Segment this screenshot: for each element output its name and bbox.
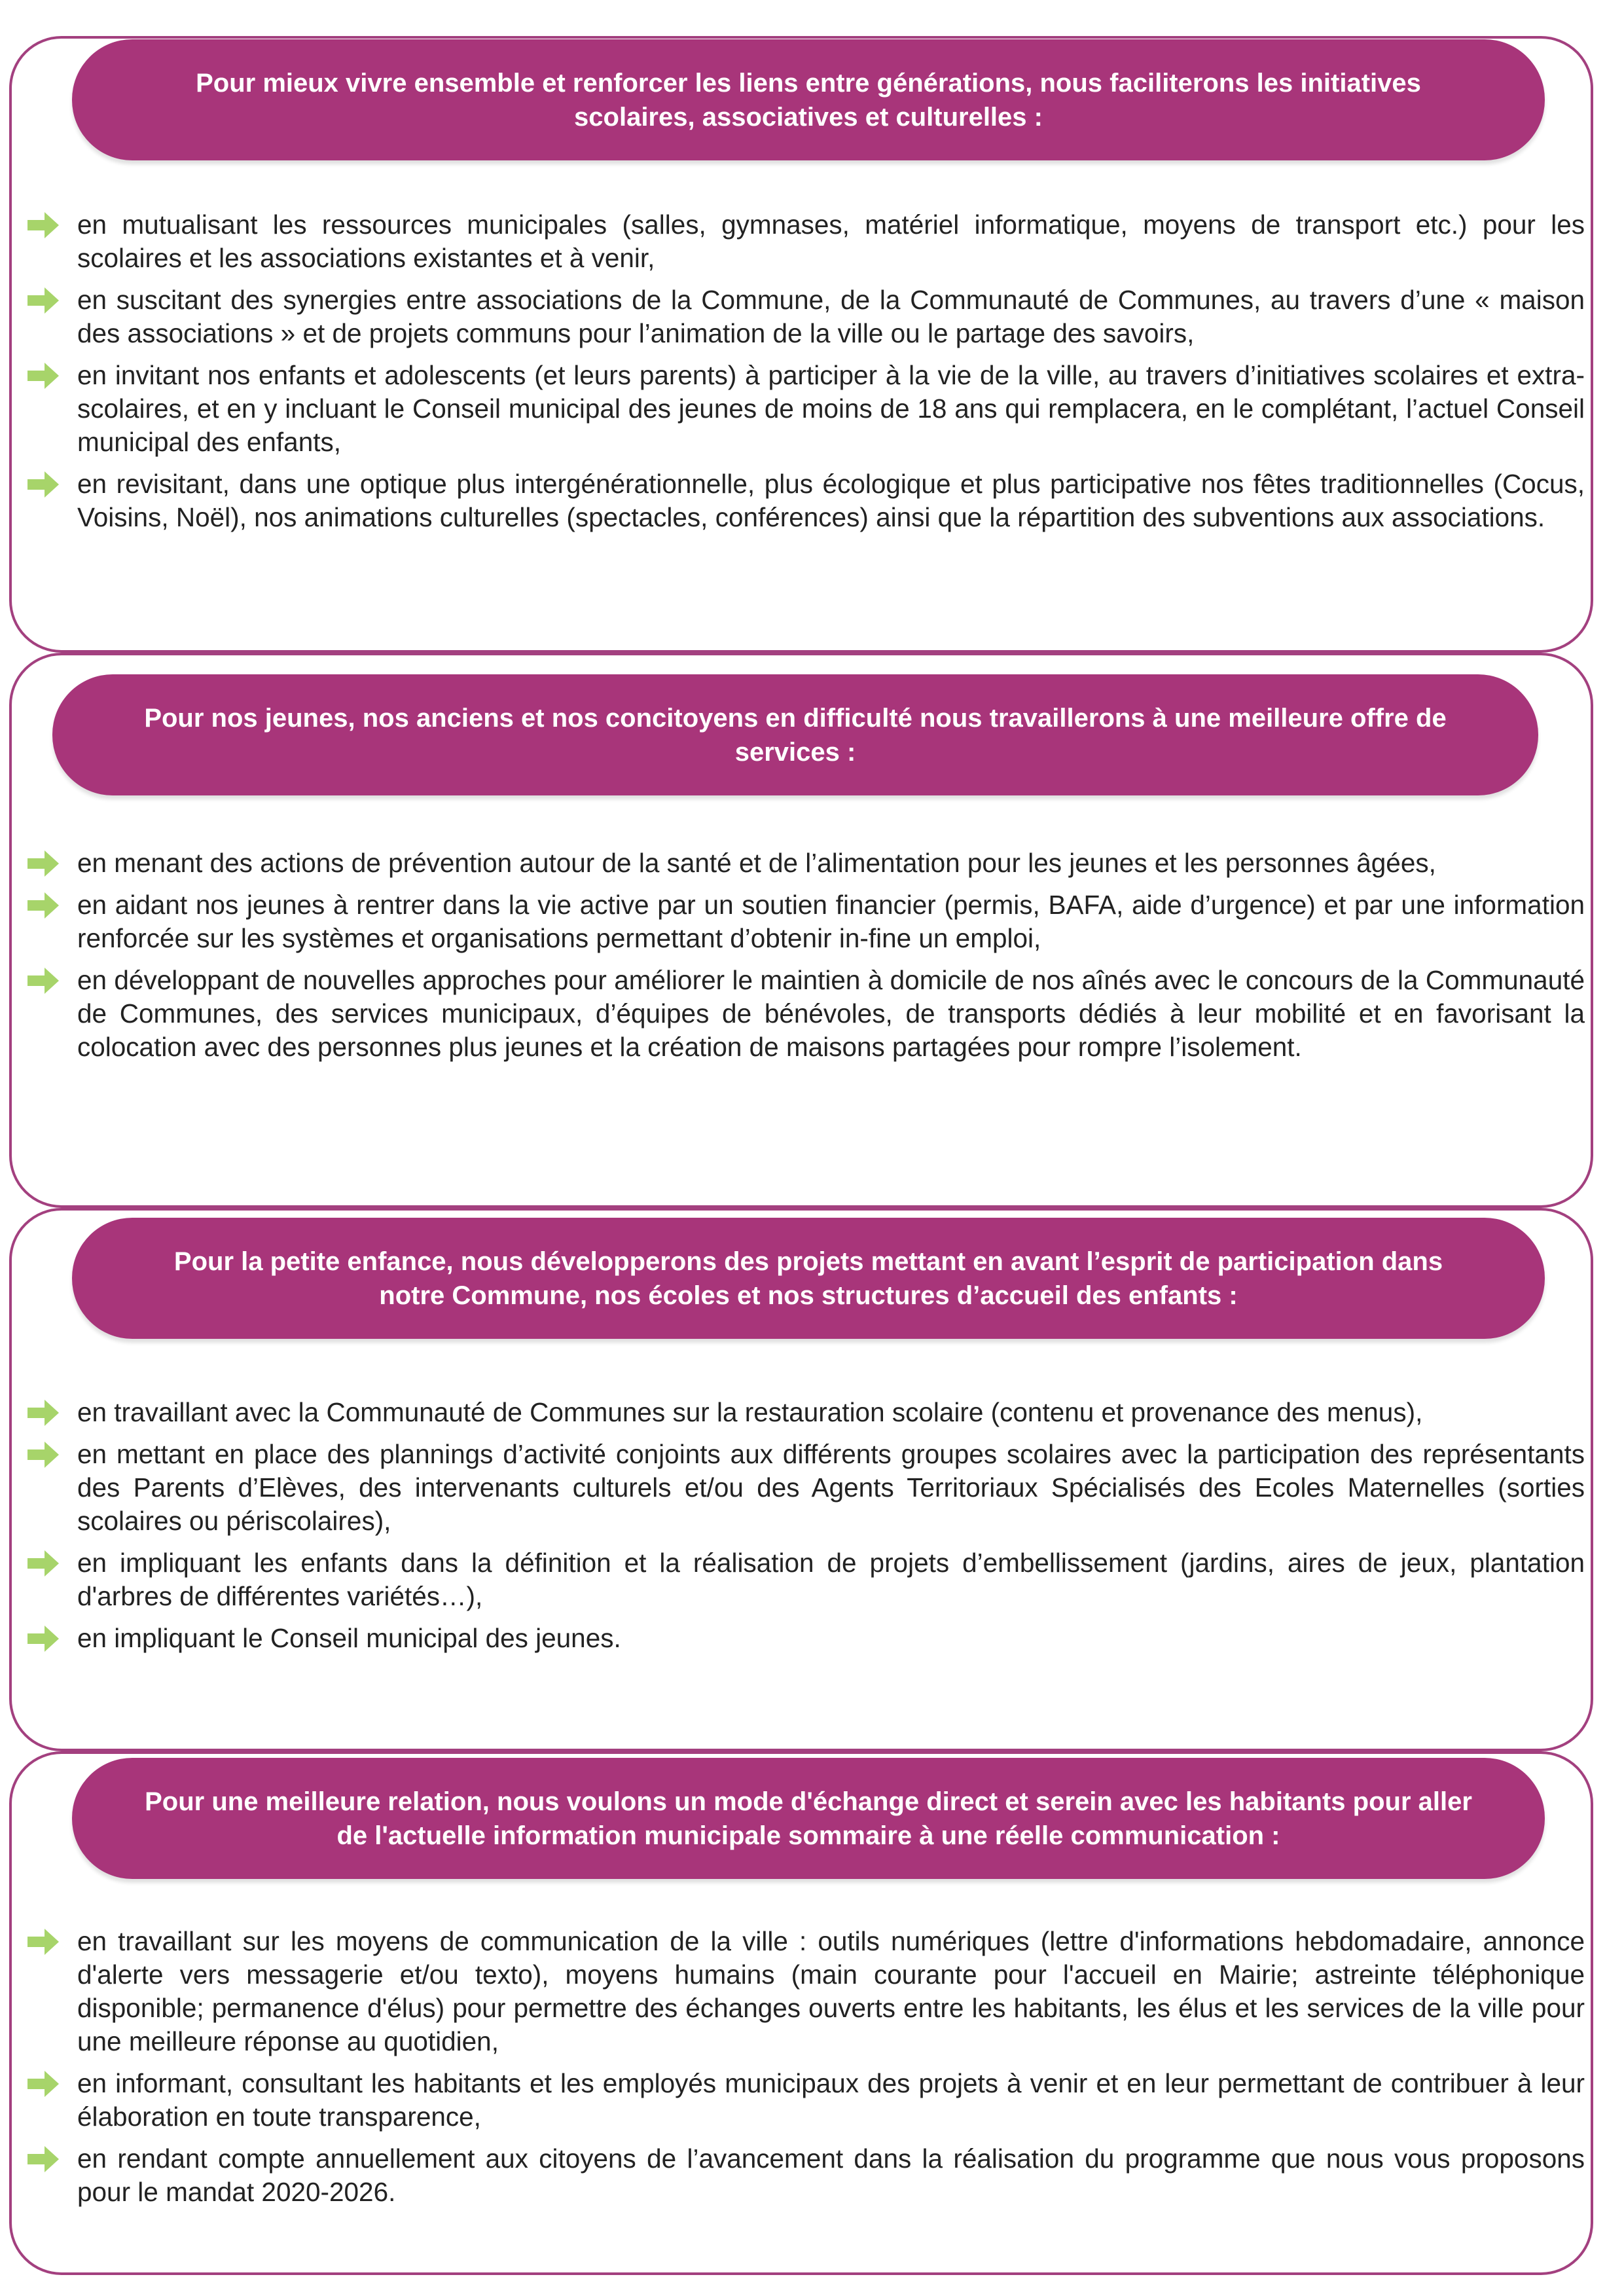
arrow-right-icon xyxy=(26,1927,60,1956)
arrow-right-icon xyxy=(26,286,60,315)
list-item: en impliquant les enfants dans la définition et la réalisation de projets d’embellissement (jardins, aires de jeux, plantation d'arbres de différentes variétés…), xyxy=(0,1546,1624,1613)
list-item: en informant, consultant les habitants et les employés municipaux des projets à venir et en leur permettant de contribuer à leur élaboration en toute transparence, xyxy=(0,2067,1624,2134)
arrow-right-icon xyxy=(26,966,60,995)
arrow-right-icon xyxy=(26,2069,60,2098)
list-item: en rendant compte annuellement aux citoyens de l’avancement dans la réalisation du programme que nous vous proposons pour le mandat 2020-2026. xyxy=(0,2142,1624,2209)
section-title-2: Pour nos jeunes, nos anciens et nos concitoyens en difficulté nous travaillerons à une meilleure offre de services : xyxy=(52,674,1538,795)
list-item: en menant des actions de prévention autour de la santé et de l’alimentation pour les jeunes et les personnes âgées, xyxy=(0,847,1624,880)
section-list-2 xyxy=(0,847,1624,1072)
arrow-right-icon xyxy=(26,2145,60,2174)
section-list-1 xyxy=(0,208,1624,543)
arrow-right-icon xyxy=(26,891,60,920)
section-list-3 xyxy=(0,1396,1624,1664)
list-item: en développant de nouvelles approches pour améliorer le maintien à domicile de nos aînés avec le concours de la Communauté de Communes, des services municipaux, d’équipes de bénévoles, de transports dédiés à leur mobilité et en favorisant la colocation avec des personnes plus jeunes et la création de maisons partagées pour rompre l’isolement. xyxy=(0,964,1624,1064)
list-item: en mettant en place des plannings d’activité conjoints aux différents groupes scolaires avec la participation des représentants des Parents d’Elèves, des intervenants culturels et/ou des Agents Territoriaux Spécialisés des Ecoles Maternelles (sorties scolaires ou périscolaires), xyxy=(0,1438,1624,1538)
arrow-right-icon xyxy=(26,470,60,499)
list-item: en suscitant des synergies entre associations de la Commune, de la Communauté de Communes, au travers d’une « maison des associations » et de projets communs pour l’animation de la ville ou le partage des savoirs, xyxy=(0,283,1624,350)
list-item: en travaillant sur les moyens de communication de la ville : outils numériques (lettre d'informations hebdomadaire, annonce d'alerte vers messagerie et/ou texto), moyens humains (main courante pour l'accueil en Mairie; astreinte téléphonique disponible; permanence d'élus) pour permettre des échanges ouverts entre les habitants, les élus et les services de la ville pour une meilleure réponse au quotidien, xyxy=(0,1925,1624,2058)
section-title-4: Pour une meilleure relation, nous voulons un mode d'échange direct et serein avec les habitants pour aller de l'actuelle information municipale sommaire à une réelle communication : xyxy=(72,1758,1545,1879)
arrow-right-icon xyxy=(26,1549,60,1578)
section-title-3: Pour la petite enfance, nous développerons des projets mettant en avant l’esprit de participation dans notre Commune, nos écoles et nos structures d’accueil des enfants : xyxy=(72,1218,1545,1339)
arrow-right-icon xyxy=(26,211,60,240)
list-item: en mutualisant les ressources municipales (salles, gymnases, matériel informatique, moyens de transport etc.) pour les scolaires et les associations existantes et à venir, xyxy=(0,208,1624,275)
arrow-right-icon xyxy=(26,849,60,878)
list-item: en impliquant le Conseil municipal des jeunes. xyxy=(0,1622,1624,1655)
arrow-right-icon xyxy=(26,1440,60,1469)
list-item: en invitant nos enfants et adolescents (et leurs parents) à participer à la vie de la ville, au travers d’initiatives scolaires et extra-scolaires, et en y incluant le Conseil municipal des jeunes de moins de 18 ans qui remplacera, en le complétant, l’actuel Conseil municipal des enfants, xyxy=(0,359,1624,459)
arrow-right-icon xyxy=(26,361,60,390)
section-title-1: Pour mieux vivre ensemble et renforcer les liens entre générations, nous faciliterons les initiatives scolaires, associatives et culturelles : xyxy=(72,39,1545,160)
arrow-right-icon xyxy=(26,1624,60,1653)
list-item: en travaillant avec la Communauté de Communes sur la restauration scolaire (contenu et provenance des menus), xyxy=(0,1396,1624,1429)
list-item: en aidant nos jeunes à rentrer dans la vie active par un soutien financier (permis, BAFA, aide d’urgence) et par une information renforcée sur les systèmes et organisations permettant d’obtenir in-fine un emploi, xyxy=(0,888,1624,955)
list-item: en revisitant, dans une optique plus intergénérationnelle, plus écologique et plus participative nos fêtes traditionnelles (Cocus, Voisins, Noël), nos animations culturelles (spectacles, conférences) ainsi que la répartition des subventions aux associations. xyxy=(0,467,1624,534)
arrow-right-icon xyxy=(26,1398,60,1427)
section-list-4 xyxy=(0,1925,1624,2217)
